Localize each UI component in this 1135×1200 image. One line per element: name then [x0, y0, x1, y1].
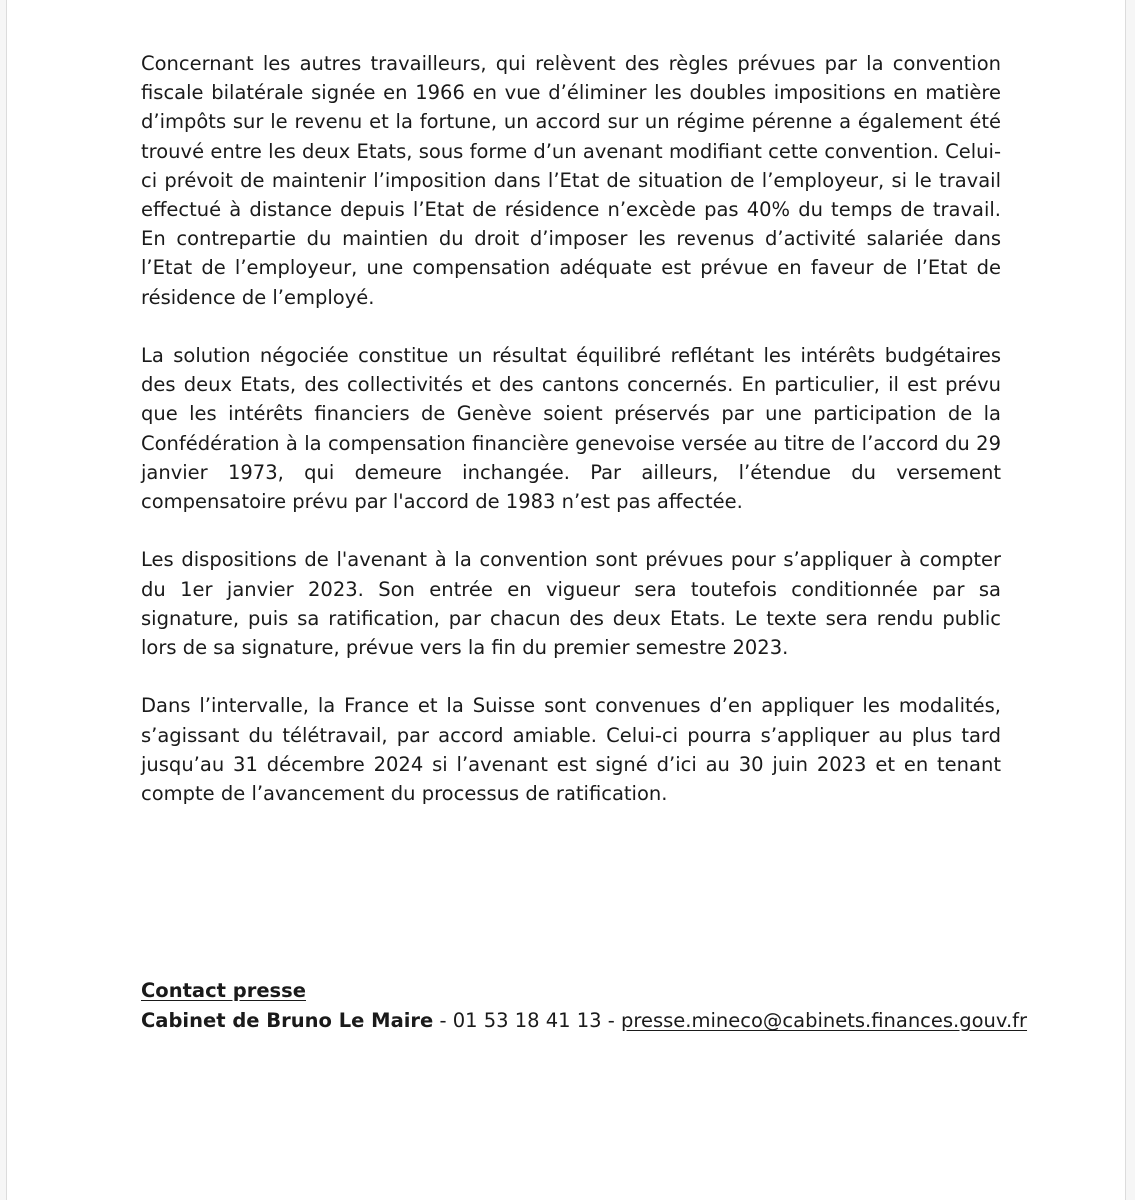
paragraph-1: Concernant les autres travailleurs, qui relèvent des règles prévues par la convention fiscale bilatérale signée en 1966 en vue d’éliminer les doubles impositions en matière d’impôts sur le revenu et la fortune, un accord sur un régime pérenne a également été trouvé entre les deux Etats, sous forme d’un avenant modifiant cette convention. Celui-ci prévoit de maintenir l’imposition dans l’Etat de situation de l’employeur, si le travail effectué à distance depuis l’Etat de résidence n’excède pas 40% du temps de travail. En contrepartie du maintien du droit d’imposer les revenus d’activité salariée dans l’Etat de l’employeur, une compensation adéquate est prévue en faveur de l’Etat de résidence de l’employé. [141, 52, 1001, 309]
contact-line [141, 1006, 1041, 1036]
contact-name: Cabinet de Bruno Le Maire [141, 1009, 434, 1032]
contact-title: Contact presse [141, 979, 306, 1002]
paragraph-3: Les dispositions de l'avenant à la convention sont prévues pour s’appliquer à compter du 1er janvier 2023. Son entrée en vigueur sera toutefois conditionnée par sa signature, puis sa ratification, par chacun des deux Etats. Le texte sera rendu public lors de sa signature, prévue vers la fin du premier semestre 2023. [141, 548, 1001, 660]
document-page [6, 0, 1126, 1200]
paragraph-2: La solution négociée constitue un résultat équilibré reflétant les intérêts budgétaires des deux Etats, des collectivités et des cantons concernés. En particulier, il est prévu que les intérêts financiers de Genève soient préservés par une participation de la Confédération à la compensation financière genevoise versée au titre de l’accord du 29 janvier 1973, qui demeure inchangée. Par ailleurs, l’étendue du versement compensatoire prévu par l'accord de 1983 n’est pas affectée. [141, 344, 1001, 514]
document-body [141, 49, 1001, 808]
paragraph-4: Dans l’intervalle, la France et la Suisse sont convenues d’en appliquer les modalités, s’agissant du télétravail, par accord amiable. Celui-ci pourra s’appliquer au plus tard jusqu’au 31 décembre 2024 si l’avenant est signé d’ici au 30 juin 2023 et en tenant compte de l’avancement du processus de ratification. [141, 694, 1001, 806]
contact-separator-1: - [433, 1009, 453, 1032]
contact-phone: 01 53 18 41 13 [452, 1009, 602, 1032]
contact-separator-2: - [601, 1009, 621, 1032]
press-contact [141, 976, 1041, 1036]
contact-email-link[interactable]: presse.mineco@cabinets.finances.gouv.fr [621, 1009, 1028, 1032]
